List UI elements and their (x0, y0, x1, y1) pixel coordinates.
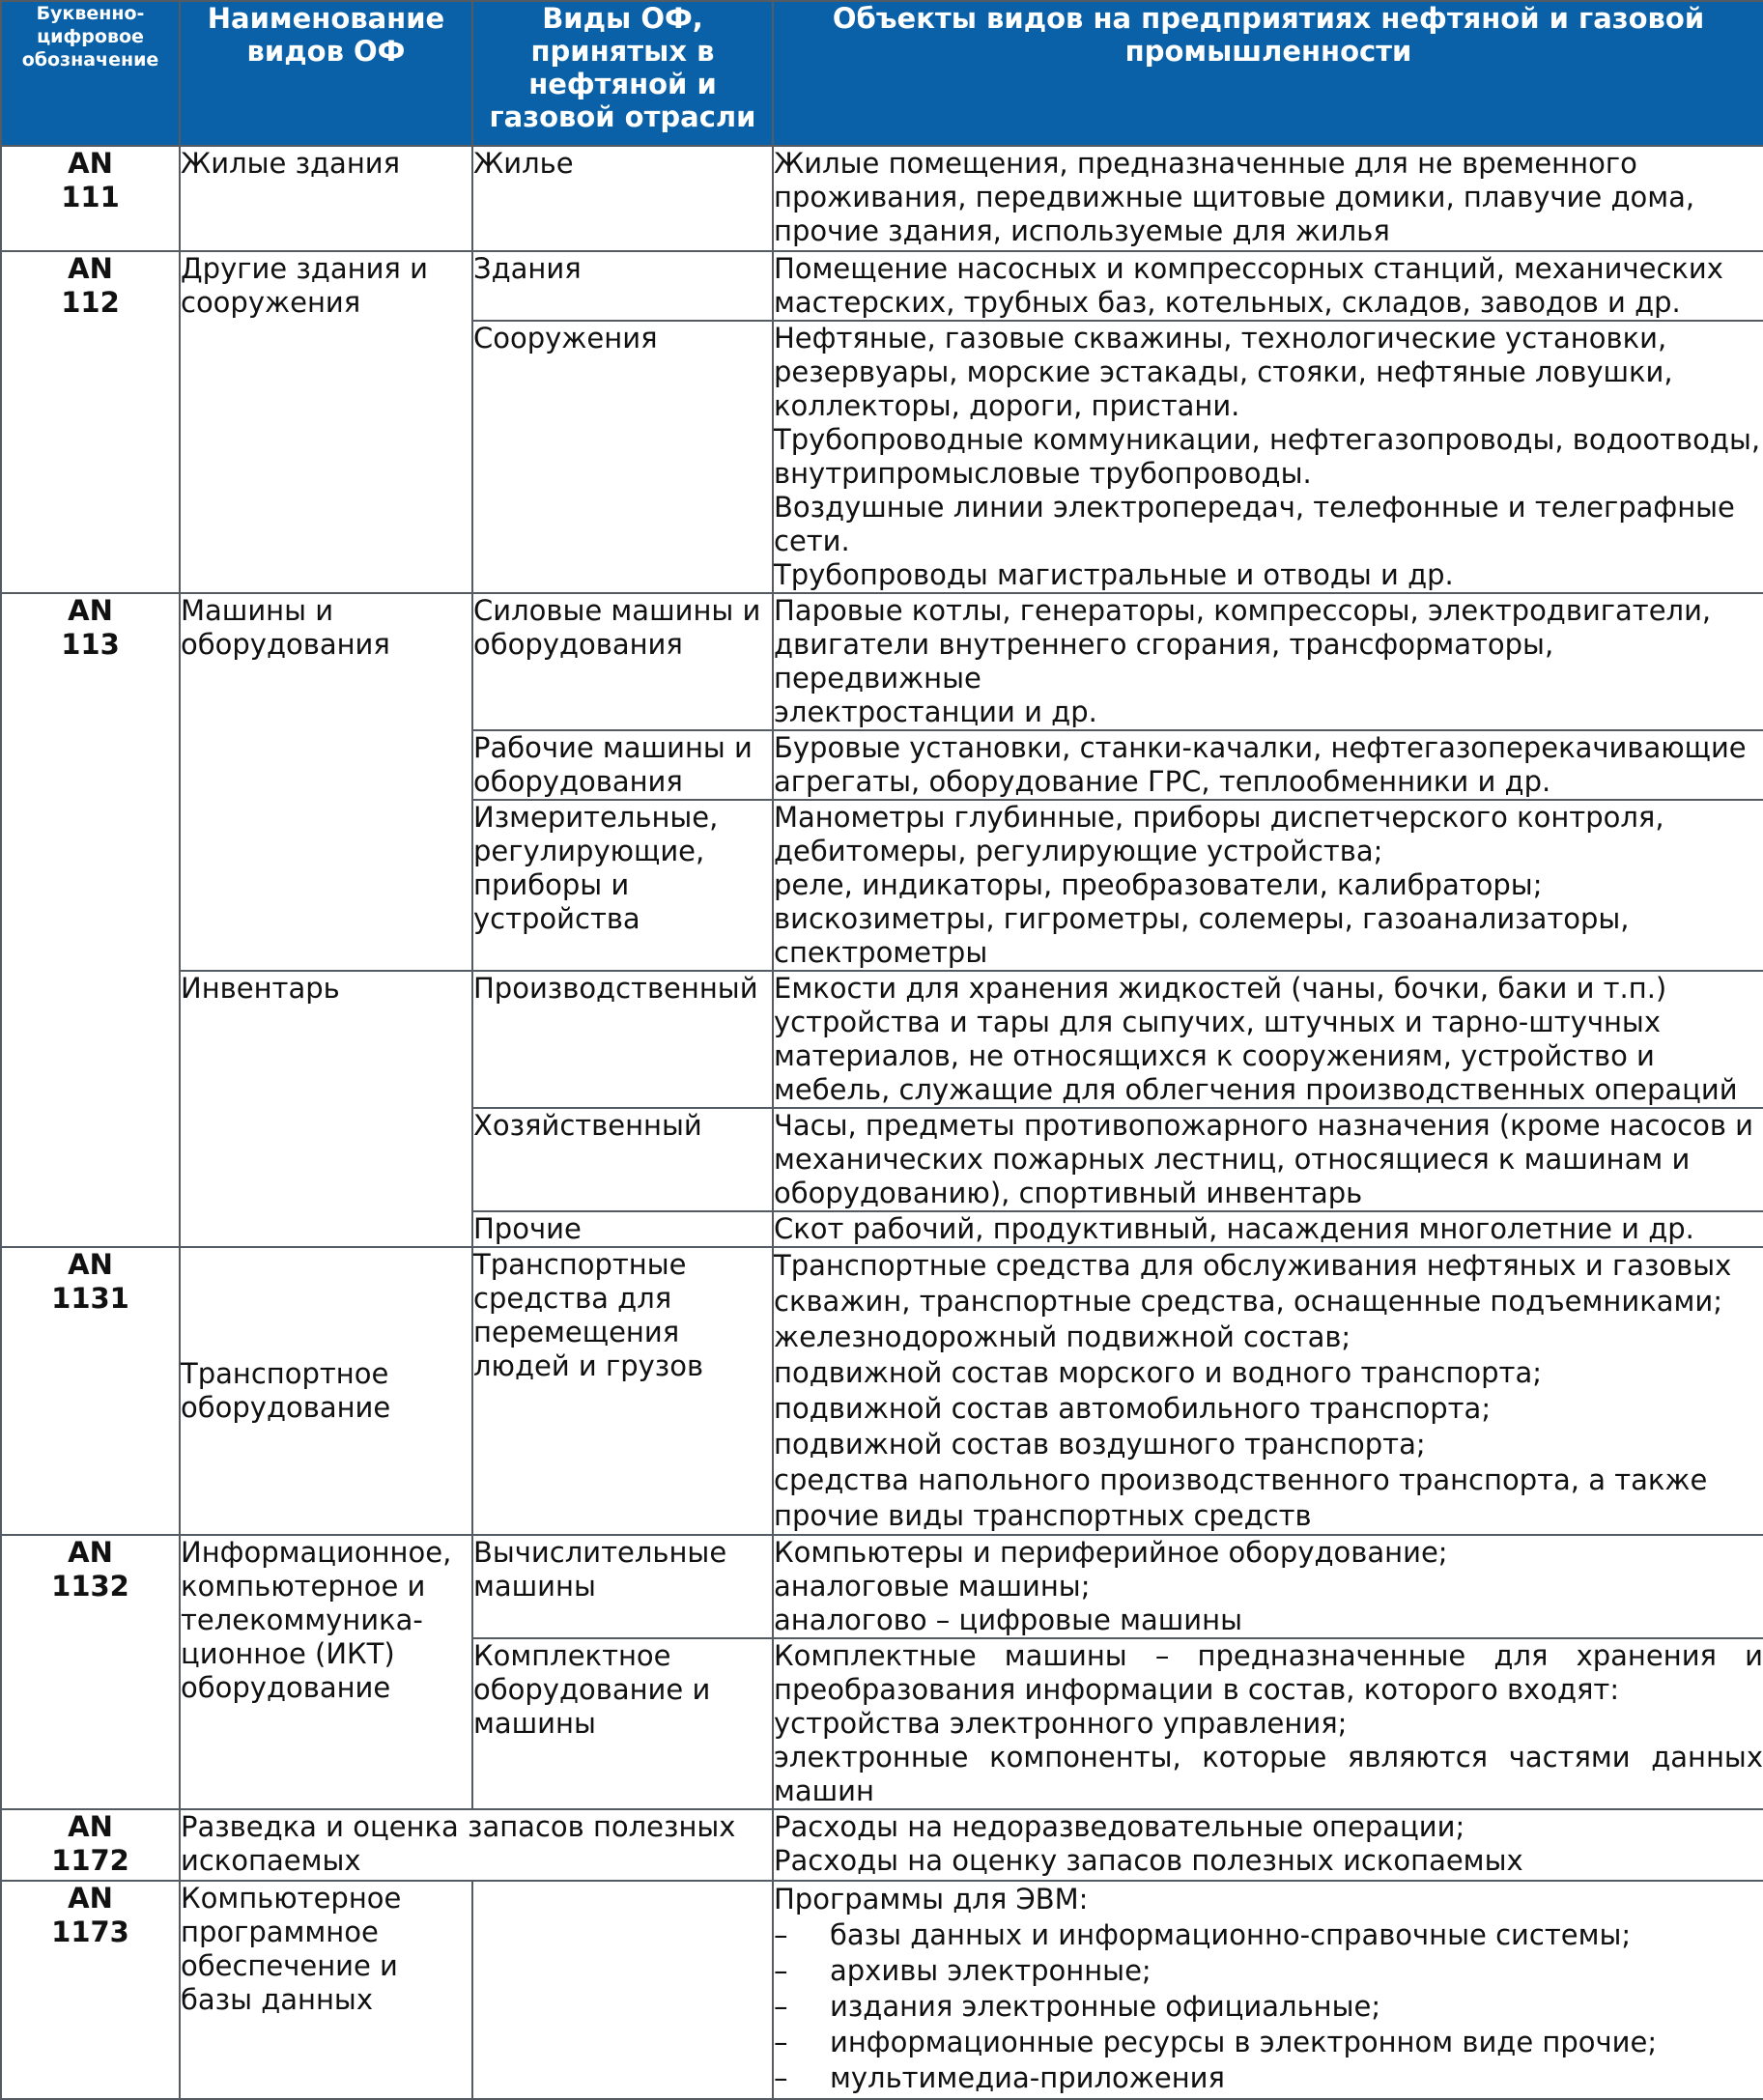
row-code (1, 1247, 180, 1535)
row-description (773, 1535, 1763, 1638)
text-line: подвижной состав воздушного транспорта; (774, 1428, 1426, 1461)
text-line: Разведка и оценка запасов полезных (181, 1810, 736, 1843)
text-line: преобразования информации в состав, которого входят: (774, 1673, 1620, 1706)
row-description (773, 1247, 1763, 1535)
text-line: нефтяной и (528, 68, 717, 100)
row-kind (472, 1535, 773, 1638)
text-line: Машины и (181, 594, 334, 627)
text-line: цифровое (37, 26, 144, 47)
text-line: компьютерное и (181, 1570, 426, 1603)
text-line: Жилые здания (181, 147, 401, 180)
row-name (180, 1247, 472, 1535)
row-name (180, 146, 472, 251)
text-line: скважин, транспортные средства, оснащенные подъемниками; (774, 1285, 1722, 1318)
bullet-text: архивы электронные; (830, 1954, 1152, 1987)
text-line: Измерительные, (473, 801, 719, 834)
text-line: Информационное, (181, 1536, 452, 1569)
row-name (180, 1809, 773, 1881)
dash-marker: – (774, 1918, 788, 1951)
text-line: агрегаты, оборудование ГРС, теплообменники и др. (774, 765, 1551, 798)
text-line: 1131 (51, 1282, 129, 1315)
text-line: средства для (473, 1282, 672, 1315)
text-line: железнодорожный подвижной состав; (774, 1320, 1351, 1353)
text-line: устройства электронного управления; (774, 1707, 1348, 1740)
text-line: AN (68, 1536, 113, 1569)
row-description (773, 321, 1763, 593)
text-line: Помещение насосных и компрессорных станций, механических (774, 252, 1723, 285)
row-description (773, 730, 1763, 800)
text-line: оборудования (181, 628, 390, 661)
text-line: Буквенно- (36, 3, 145, 24)
dash-marker: – (774, 1954, 788, 1987)
row-code (1, 593, 180, 1247)
bullet-text: издания электронные официальные; (830, 1990, 1381, 2023)
table-row (1, 971, 1763, 1108)
row-kind (472, 593, 773, 730)
row-description (773, 800, 1763, 971)
text-line: людей и грузов (473, 1349, 704, 1382)
text-line: 1132 (51, 1570, 129, 1603)
text-line: Расходы на оценку запасов полезных ископаемых (774, 1844, 1523, 1877)
text-line: газовой отрасли (489, 100, 756, 133)
table-row (1, 1535, 1763, 1638)
text-line: внутрипромысловые трубопроводы. (774, 457, 1312, 490)
text-line: Паровые котлы, генераторы, компрессоры, электродвигатели, (774, 594, 1712, 627)
text-line: двигатели внутреннего сгорания, трансформаторы, передвижные (774, 628, 1554, 695)
table-row (1, 1247, 1763, 1535)
text-line: Транспортные средства для обслуживания нефтяных и газовых (774, 1249, 1732, 1282)
text-line: принятых в (530, 35, 715, 68)
text-line: резервуары, морские эстакады, стояки, нефтяные ловушки, (774, 355, 1673, 388)
text-line: реле, индикаторы, преобразователи, калибраторы; (774, 868, 1543, 901)
text-line: Сооружения (473, 322, 658, 355)
row-kind (472, 800, 773, 971)
row-code (1, 1535, 180, 1809)
table-row (1, 1881, 1763, 2099)
table-row (1, 1809, 1763, 1881)
bullet-item (774, 1989, 1763, 2025)
text-line: средства напольного производственного транспорта, а также (774, 1463, 1708, 1496)
text-line: 111 (61, 181, 120, 213)
text-line: Расходы на недоразведовательные операции; (774, 1810, 1465, 1843)
text-line: мастерских, трубных баз, котельных, складов, заводов и др. (774, 286, 1681, 319)
text-line: AN (68, 1248, 113, 1281)
row-kind (472, 1108, 773, 1211)
description-lines (774, 1673, 1763, 1741)
text-line: AN (68, 147, 113, 180)
row-name (180, 1881, 472, 2099)
row-kind (472, 251, 773, 321)
text-line: Трубопроводы магистральные и отводы и др. (774, 558, 1454, 591)
header-code (1, 1, 180, 146)
row-code (1, 146, 180, 251)
dash-marker: – (774, 2026, 788, 2058)
text-line: прочие здания, используемые для жилья (774, 214, 1390, 247)
text-line: Жилые помещения, предназначенные для не временного (774, 147, 1637, 180)
text-line: устройства (473, 902, 640, 935)
description-title: Программы для ЭВМ: (774, 1883, 1089, 1916)
description-line: машин (774, 1774, 874, 1807)
text-line: обеспечение и (181, 1949, 398, 1982)
text-line: Объекты видов на предприятиях нефтяной и газовой (832, 2, 1705, 35)
row-kind (472, 730, 773, 800)
row-description (773, 1211, 1763, 1247)
text-line: Прочие (473, 1212, 582, 1245)
text-line: Нефтяные, газовые скважины, технологические установки, (774, 322, 1667, 355)
description-line: электронные компоненты, которые являются частями данных (774, 1741, 1763, 1774)
text-line: ископаемых (181, 1844, 361, 1877)
row-kind (472, 321, 773, 593)
row-description (773, 146, 1763, 251)
row-kind (472, 1638, 773, 1809)
table-row (1, 146, 1763, 251)
text-line: AN (68, 594, 113, 627)
text-line: Манометры глубинные, приборы диспетчерского контроля, (774, 801, 1664, 834)
text-line: AN (68, 252, 113, 285)
row-kind (472, 1211, 773, 1247)
text-line: подвижной состав автомобильного транспорта; (774, 1392, 1492, 1425)
text-line: Буровые установки, станки-качалки, нефтегазоперекачивающие (774, 731, 1747, 764)
text-line: оборудования (473, 628, 683, 661)
text-line: прочие виды транспортных средств (774, 1499, 1312, 1532)
text-line: промышленности (1124, 35, 1412, 68)
text-line: AN (68, 1810, 113, 1843)
row-code (1, 1809, 180, 1881)
text-line: Другие здания и (181, 252, 428, 285)
row-kind (472, 1247, 773, 1535)
row-name (180, 593, 472, 971)
bullet-item (774, 1953, 1763, 1989)
bullet-list (774, 1917, 1763, 2096)
text-line: Здания (473, 252, 582, 285)
text-line: Производственный (473, 972, 758, 1005)
text-line: Хозяйственный (473, 1109, 702, 1142)
bullet-text: базы данных и информационно-справочные системы; (830, 1918, 1632, 1951)
text-line: Виды ОФ, (542, 2, 703, 35)
text-line: аналоговые машины; (774, 1570, 1091, 1603)
row-kind (472, 1881, 773, 2099)
text-line: базы данных (181, 1983, 373, 2016)
text-line: Транспортные (473, 1248, 687, 1281)
text-line: 113 (61, 628, 120, 661)
text-line: мебель, служащие для облегчения производственных операций (774, 1073, 1738, 1106)
text-line: машины (473, 1570, 596, 1603)
dash-marker: – (774, 2061, 788, 2094)
text-line: спектрометры (774, 936, 988, 969)
text-line: перемещения (473, 1316, 680, 1348)
header-kind (472, 1, 773, 146)
header-row (1, 1, 1763, 146)
row-description (773, 251, 1763, 321)
header-objects (773, 1, 1763, 146)
text-line: Силовые машины и (473, 594, 761, 627)
text-line: подвижной состав морского и водного транспорта; (774, 1356, 1542, 1389)
text-line: аналогово – цифровые машины (774, 1603, 1242, 1636)
text-line: Компьютерное (181, 1882, 402, 1915)
text-line: Жилье (473, 147, 574, 180)
dash-marker: – (774, 1990, 788, 2023)
text-line: Скот рабочий, продуктивный, насаждения многолетние и др. (774, 1212, 1694, 1245)
table-row (1, 593, 1763, 730)
row-name (180, 971, 472, 1247)
text-line: коллекторы, дороги, пристани. (774, 389, 1240, 422)
text-line: Транспортное (181, 1357, 389, 1390)
text-line: 112 (61, 286, 120, 319)
text-line: оборудование (181, 1671, 391, 1704)
row-description (773, 971, 1763, 1108)
row-description (773, 1108, 1763, 1211)
text-line: Трубопроводные коммуникации, нефтегазопроводы, водоотводы, (774, 423, 1761, 456)
bullet-item (774, 2025, 1763, 2060)
text-line: Часы, предметы противопожарного назначения (кроме насосов и (774, 1109, 1754, 1142)
text-line: Рабочие машины и (473, 731, 753, 764)
row-kind (472, 146, 773, 251)
text-line: Компьютеры и периферийное оборудование; (774, 1536, 1448, 1569)
description-line: Комплектные машины – предназначенные для хранения и (774, 1639, 1763, 1672)
row-description (773, 1809, 1763, 1881)
bullet-text: мультимедиа-приложения (830, 2061, 1225, 2094)
text-line: машины (473, 1707, 596, 1740)
text-line: Вычислительные (473, 1536, 727, 1569)
text-line: электростанции и др. (774, 695, 1097, 728)
text-line: дебитомеры, регулирующие устройства; (774, 835, 1383, 867)
text-line: программное (181, 1916, 379, 1948)
row-code (1, 1881, 180, 2099)
row-name (180, 251, 472, 593)
text-line: оборудованию), спортивный инвентарь (774, 1177, 1363, 1209)
text-line: Воздушные линии электропередач, телефонные и телеграфные (774, 491, 1735, 524)
text-line: телекоммуника- (181, 1603, 423, 1636)
text-line: обозначение (21, 49, 159, 71)
text-line: оборудование (181, 1391, 391, 1424)
text-line: 1173 (51, 1916, 129, 1948)
text-line: механических пожарных лестниц, относящиеся к машинам и (774, 1143, 1691, 1176)
text-line: сети. (774, 525, 850, 557)
row-name (180, 1535, 472, 1809)
text-line: 1172 (51, 1844, 129, 1877)
bullet-item (774, 1917, 1763, 1953)
text-line: ционное (ИКТ) (181, 1637, 395, 1670)
row-code (1, 251, 180, 593)
text-line: приборы и (473, 868, 630, 901)
row-kind (472, 971, 773, 1108)
text-line: оборудования (473, 765, 683, 798)
text-line: сооружения (181, 286, 361, 319)
text-line: Емкости для хранения жидкостей (чаны, бочки, баки и т.п.) (774, 972, 1667, 1005)
text-line: Комплектное (473, 1639, 671, 1672)
text-line: AN (68, 1882, 113, 1915)
table-row (1, 251, 1763, 321)
text-line: проживания, передвижные щитовые домики, плавучие дома, (774, 181, 1695, 213)
bullet-text: информационные ресурсы в электронном виде прочие; (830, 2026, 1658, 2058)
bullet-item (774, 2060, 1763, 2096)
header-name (180, 1, 472, 146)
text-line: материалов, не относящихся к сооружениям, устройство и (774, 1039, 1655, 1072)
text-line: Инвентарь (181, 972, 340, 1005)
text-line: Наименование (207, 2, 445, 35)
text-line: видов ОФ (246, 35, 406, 68)
row-description (773, 593, 1763, 730)
text-line: вискозиметры, гигрометры, солемеры, газоанализаторы, (774, 902, 1630, 935)
text-line: регулирующие, (473, 835, 705, 867)
text-line: оборудование и (473, 1673, 711, 1706)
row-description (773, 1881, 1763, 2099)
row-description (773, 1638, 1763, 1809)
text-line: устройства и тары для сыпучих, штучных и тарно-штучных (774, 1006, 1661, 1038)
